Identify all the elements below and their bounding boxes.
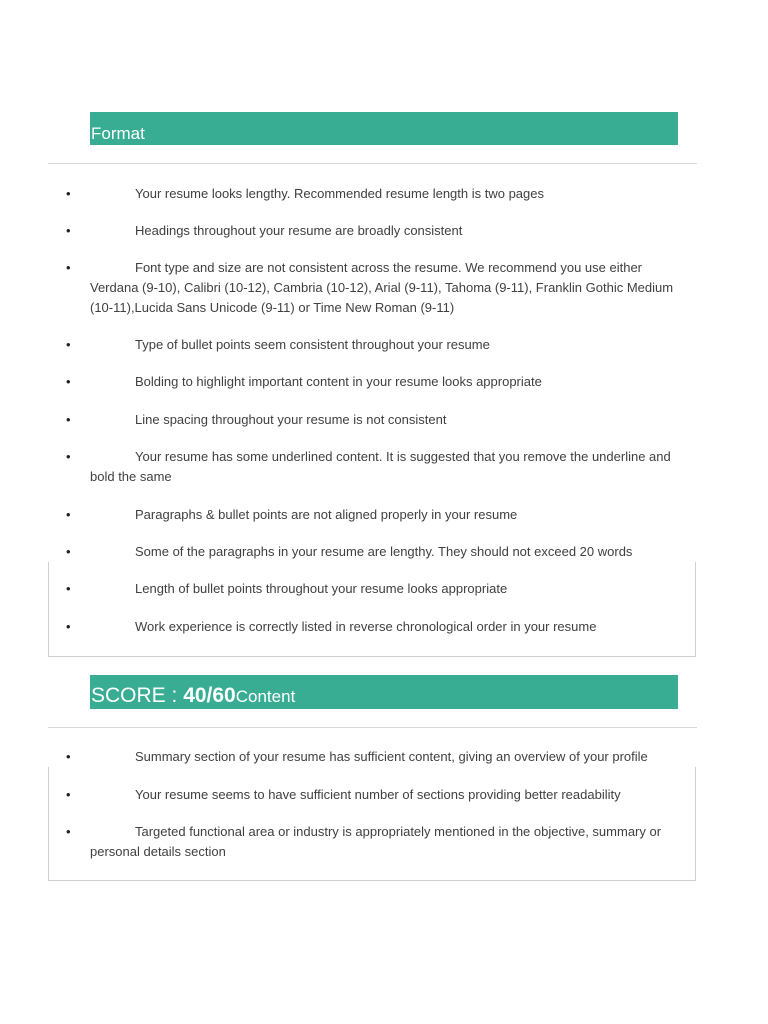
bullet-icon: • bbox=[66, 544, 71, 559]
score-label: SCORE : bbox=[91, 684, 184, 707]
format-item: Bolding to highlight important content in your resume looks appropriate bbox=[135, 374, 542, 389]
bullet-icon: • bbox=[66, 337, 71, 352]
bullet-icon: • bbox=[66, 507, 71, 522]
content-item: Targeted functional area or industry is appropriately mentioned in the objective, summary or personal details section bbox=[90, 824, 662, 859]
format-section-header bbox=[90, 112, 678, 145]
format-item: Paragraphs & bullet points are not aligned properly in your resume bbox=[135, 507, 518, 522]
format-item: Type of bullet points seem consistent throughout your resume bbox=[135, 337, 490, 352]
bullet-icon: • bbox=[66, 619, 71, 634]
format-item: Work experience is correctly listed in reverse chronological order in your resume bbox=[135, 619, 597, 634]
content-title: Content bbox=[235, 687, 296, 706]
format-item: Headings throughout your resume are broadly consistent bbox=[135, 223, 463, 238]
bullet-icon: • bbox=[66, 787, 71, 802]
bullet-icon: • bbox=[66, 260, 71, 275]
bullet-icon: • bbox=[66, 749, 71, 764]
content-item: Your resume seems to have sufficient number of sections providing better readability bbox=[135, 787, 621, 802]
format-item: Some of the paragraphs in your resume are lengthy. They should not exceed 20 words bbox=[135, 544, 633, 559]
bullet-icon: • bbox=[66, 223, 71, 238]
content-item: Summary section of your resume has sufficient content, giving an overview of your profile bbox=[135, 749, 648, 764]
content-divider bbox=[48, 727, 697, 728]
bullet-icon: • bbox=[66, 412, 71, 427]
bullet-icon: • bbox=[66, 374, 71, 389]
bullet-icon: • bbox=[66, 186, 71, 201]
format-item: Your resume looks lengthy. Recommended resume length is two pages bbox=[135, 186, 544, 201]
format-item: Length of bullet points throughout your resume looks appropriate bbox=[135, 581, 508, 596]
format-item: Your resume has some underlined content. It is suggested that you remove the underline and bold the same bbox=[90, 449, 671, 484]
format-item: Font type and size are not consistent across the resume. We recommend you use either Verdana (9-10), Calibri (10-12), Cambria (10-12), Arial (9-11), Tahoma (9-11), Franklin Gothic Medium (10-11),Lucida Sans Unicode (9-11) or Time New Roman (9-11) bbox=[90, 260, 674, 315]
format-divider bbox=[48, 163, 697, 164]
bullet-icon: • bbox=[66, 449, 71, 464]
format-item: Line spacing throughout your resume is not consistent bbox=[135, 412, 447, 427]
bullet-icon: • bbox=[66, 824, 71, 839]
format-title: Format bbox=[91, 124, 145, 143]
score-value: 40/60 bbox=[183, 684, 236, 707]
content-section-header bbox=[90, 675, 678, 709]
format-box-frame bbox=[48, 562, 696, 657]
bullet-icon: • bbox=[66, 581, 71, 596]
